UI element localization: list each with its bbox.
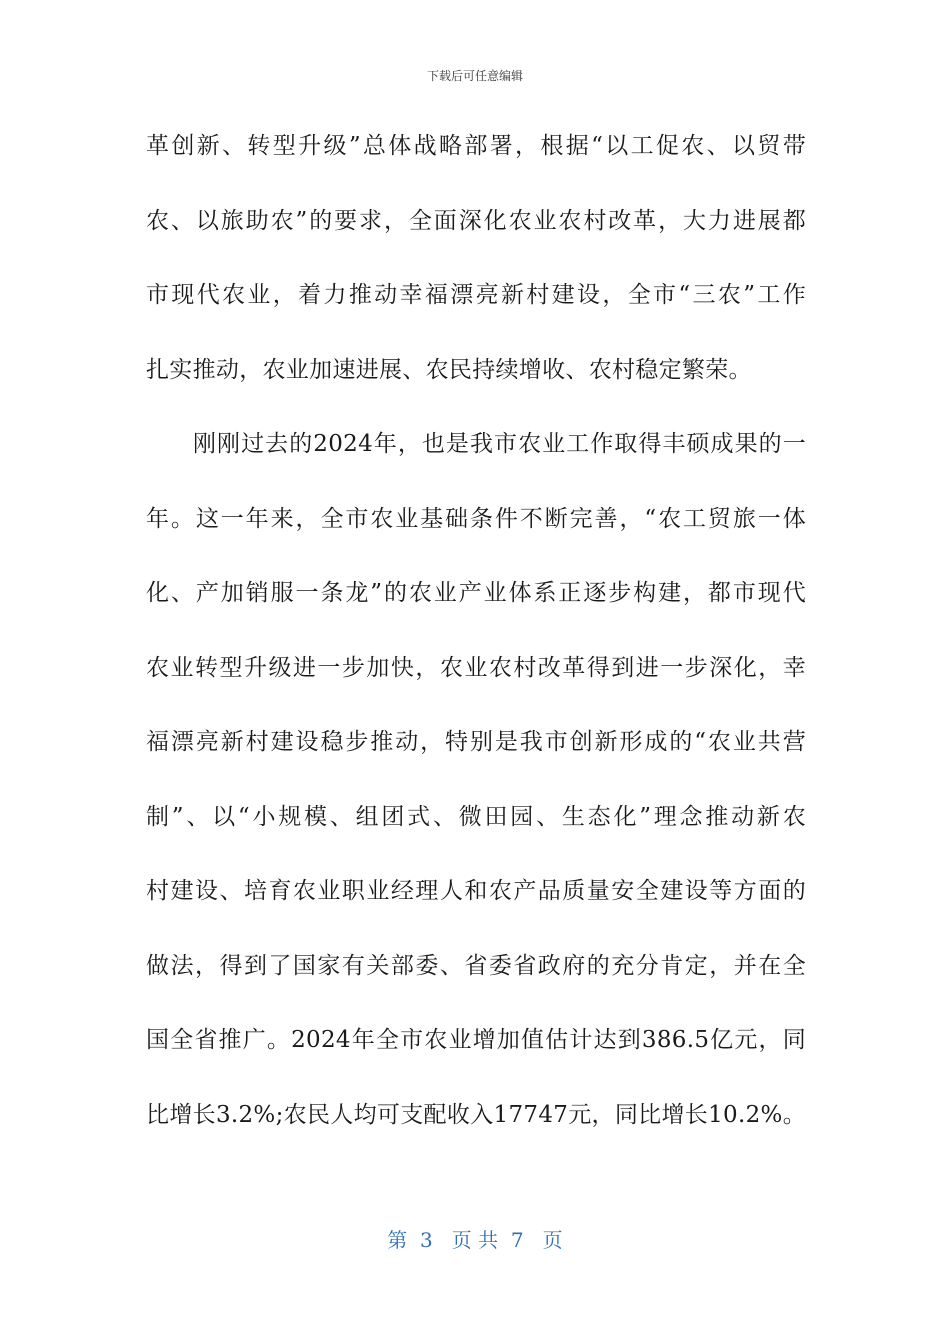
text-line: 农、以旅助农”的要求，全面深化农业农村改革，大力进展都 [146,207,806,234]
text-line: 刚刚过去的2024年，也是我市农业工作取得丰硕成果的一 [193,431,806,457]
text-line: 比增长3.2%;农民人均可支配收入17747元，同比增长10.2%。 [146,1101,806,1128]
page-number-footer: 第 3 页 共 7 页 [387,1228,563,1252]
header-note: 下载后可任意编辑 [426,69,523,83]
text-line: 制”、以“小规模、组团式、微田园、生态化”理念推动新农 [146,803,806,830]
text-line: 扎实推动，农业加速进展、农民持续增收、农村稳定繁荣。 [146,356,752,383]
text-line: 年。这一年来，全市农业基础条件不断完善，“农工贸旅一体 [146,505,806,532]
document-body [146,118,806,1161]
text-line: 福漂亮新村建设稳步推动，特别是我市创新形成的“农业共营 [146,729,806,755]
text-line: 国全省推广。2024年全市农业增加值估计达到386.5亿元，同 [146,1027,806,1053]
text-line: 化、产加销服一条龙”的农业产业体系正逐步构建，都市现代 [146,580,806,606]
text-line: 农业转型升级进一步加快，农业农村改革得到进一步深化，幸 [146,654,806,681]
text-line: 市现代农业，着力推动幸福漂亮新村建设，全市“三农”工作 [146,282,806,308]
text-line: 做法，得到了国家有关部委、省委省政府的充分肯定，并在全 [146,952,806,979]
text-line: 村建设、培育农业职业经理人和农产品质量安全建设等方面的 [146,878,806,904]
text-line: 革创新、转型升级”总体战略部署，根据“以工促农、以贸带 [146,133,806,159]
